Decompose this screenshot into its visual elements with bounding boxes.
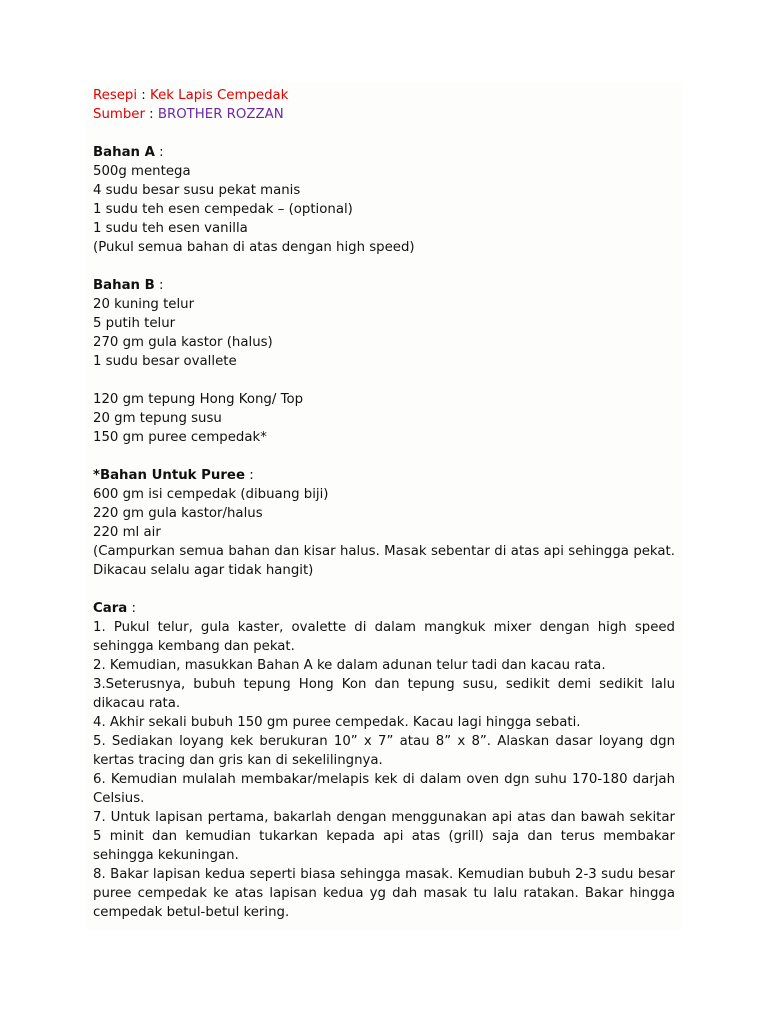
recipe-name: Kek Lapis Cempedak	[150, 88, 289, 103]
recipe-source-line	[93, 105, 675, 124]
method-step: 4. Akhir sekali bubuh 150 gm puree cempedak. Kacau lagi hingga sebati.	[93, 715, 581, 730]
puree-heading: *Bahan Untuk Puree :	[93, 468, 254, 483]
ingredient-line: 20 kuning telur	[93, 297, 195, 312]
ingredient-line: 1 sudu teh esen cempedak – (optional)	[93, 202, 353, 217]
method-step: 2. Kemudian, masukkan Bahan A ke dalam adunan telur tadi dan kacau rata.	[93, 658, 606, 673]
source-name: BROTHER ROZZAN	[157, 107, 284, 122]
ingredient-line: 150 gm puree cempedak*	[93, 430, 267, 445]
sumber-label: Sumber	[93, 107, 145, 122]
bahan-a-heading: Bahan A :	[93, 145, 164, 160]
resepi-separator: :	[137, 88, 151, 103]
ingredient-line: 220 gm gula kastor/halus	[93, 506, 263, 521]
method-step: 5. Sediakan loyang kek berukuran 10” x 7” atau 8” x 8”. Alaskan dasar loyang dgn kertas tracing dan gris kan di sekelilingnya.	[93, 734, 675, 768]
ingredient-line: 500g mentega	[93, 164, 191, 179]
resepi-label: Resepi	[93, 88, 138, 103]
ingredient-line: 270 gm gula kastor (halus)	[93, 335, 273, 350]
bahan-b-heading: Bahan B :	[93, 278, 164, 293]
method-step: 1. Pukul telur, gula kaster, ovalette di dalam mangkuk mixer dengan high speed sehingga kembang dan pekat.	[93, 620, 675, 654]
ingredient-line: 120 gm tepung Hong Kong/ Top	[93, 392, 304, 407]
method-step: 8. Bakar lapisan kedua seperti biasa sehingga masak. Kemudian bubuh 2-3 sudu besar puree cempedak ke atas lapisan kedua yg dah masak tu lalu ratakan. Bakar hingga cempedak betul-betul kering.	[93, 867, 675, 920]
cara-heading: Cara :	[93, 601, 136, 616]
method-step: 6. Kemudian mulalah membakar/melapis kek di dalam oven dgn suhu 170-180 darjah Celsius.	[93, 772, 675, 806]
recipe-title-line	[93, 86, 675, 105]
ingredient-line: 1 sudu besar ovallete	[93, 354, 237, 369]
ingredient-line: 220 ml air	[93, 525, 161, 540]
ingredient-line: 5 putih telur	[93, 316, 176, 331]
ingredient-note: (Pukul semua bahan di atas dengan high speed)	[93, 240, 415, 255]
method-step: 7. Untuk lapisan pertama, bakarlah dengan menggunakan api atas dan bawah sekitar 5 minit dan kemudian tukarkan kepada api atas (grill) saja dan terus membakar sehingga kekuningan.	[93, 810, 675, 863]
sumber-separator: :	[144, 107, 158, 122]
method-step: 3.Seterusnya, bubuh tepung Hong Kon dan tepung susu, sedikit demi sedikit lalu dikacau rata.	[93, 677, 675, 711]
ingredient-line: 600 gm isi cempedak (dibuang biji)	[93, 487, 329, 502]
puree-note: (Campurkan semua bahan dan kisar halus. Masak sebentar di atas api sehingga pekat. Dikacau selalu agar tidak hangit)	[93, 544, 675, 578]
ingredient-line: 4 sudu besar susu pekat manis	[93, 183, 301, 198]
ingredient-line: 20 gm tepung susu	[93, 411, 222, 426]
ingredient-line: 1 sudu teh esen vanilla	[93, 221, 248, 236]
recipe-content	[86, 82, 682, 930]
